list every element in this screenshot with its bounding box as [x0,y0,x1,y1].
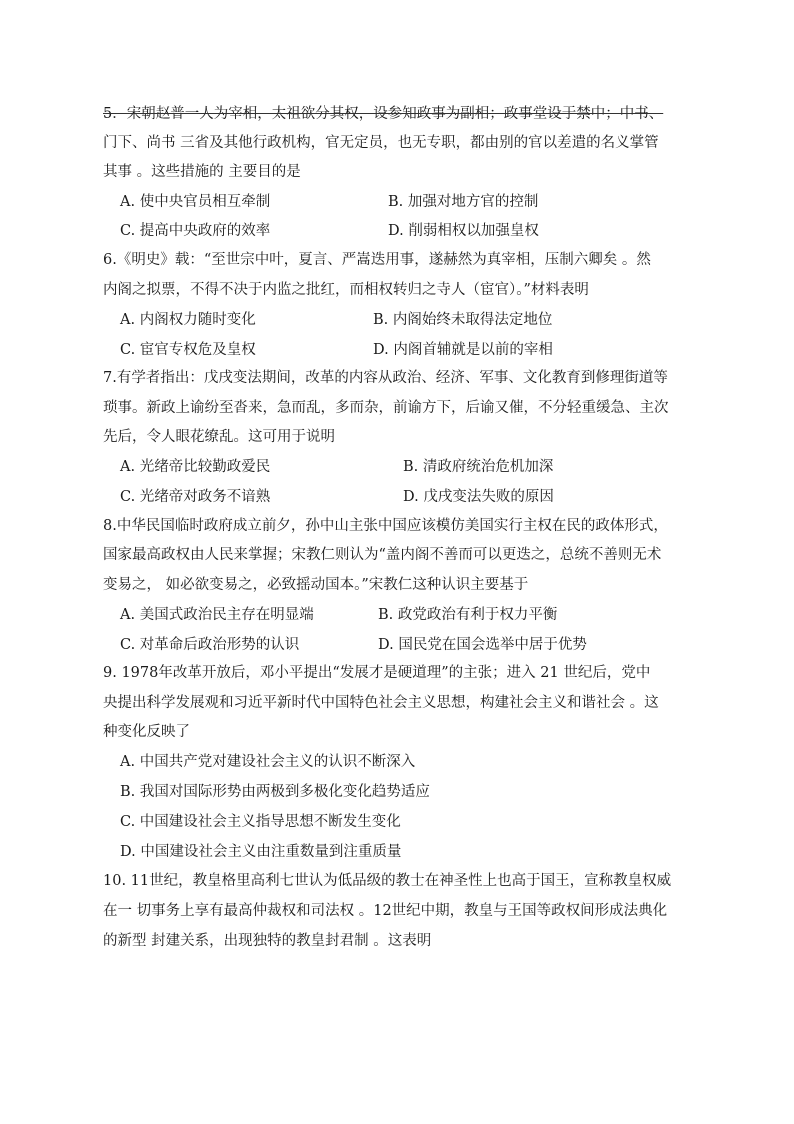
question-8-line-3: 变易之， 如必欲变易之，必致摇动国本。”宋教仁这种认识主要基于 [103,577,529,593]
question-5-line-2: 门下、尚书 三省及其他行政机构，官无定员，也无专职，都由别的官以差遣的名义掌管 [103,135,659,151]
question-9-line-3: 种变化反映了 [103,724,190,740]
question-9-option-d[interactable]: D. 中国建设社会主义由注重数量到注重质量 [120,844,402,860]
question-9-line-2: 央提出科学发展观和习近平新时代中国特色社会主义思想，构建社会主义和谐社会 。这 [103,695,659,711]
question-6-option-a[interactable]: A. 内阁权力随时变化 [120,312,256,328]
question-5-option-c[interactable]: C. 提高中央政府的效率 [120,223,271,239]
question-7-line-2: 琐事。新政上谕纷至沓来，急而乱，多而杂，前谕方下，后谕又催，不分轻重缓急、主次 [103,400,669,416]
question-6-option-c[interactable]: C. 宦官专权危及皇权 [120,342,256,358]
question-7-line-3: 先后，令人眼花缭乱。这可用于说明 [103,429,335,445]
question-8-option-b[interactable]: B. 政党政治有利于权力平衡 [378,607,558,623]
question-9-option-a[interactable]: A. 中国共产党对建设社会主义的认识不断深入 [120,754,416,770]
question-5-line-3: 其事 。这些措施的 主要目的是 [103,164,301,180]
question-8-line-2: 国家最高政权由人民来掌握；宋教仁则认为“盖内阁不善而可以更迭之，总统不善则无术 [103,547,662,563]
question-5-option-b[interactable]: B. 加强对地方官的控制 [388,194,539,210]
question-9-option-b[interactable]: B. 我国对国际形势由两极到多极化变化趋势适应 [120,784,430,800]
question-5-line-1: 5．宋朝赵普一人为宰相，太祖欲分其权，设参知政事为副相；政事堂设于禁中；中书、 [103,106,664,122]
question-8-line-1: 8.中华民国临时政府成立前夕，孙中山主张中国应该模仿美国实行主权在民的政体形式， [103,518,668,534]
question-7-option-a[interactable]: A. 光绪帝比较勤政爱民 [120,459,271,475]
question-9-line-1: 9. 1978年改革开放后，邓小平提出“发展才是硬道理”的主张；进入 21 世纪后，党中 [103,665,651,681]
question-5-option-a[interactable]: A. 使中央官员相互牵制 [120,194,271,210]
question-6-option-b[interactable]: B. 内阁始终未取得法定地位 [373,312,553,328]
question-8-option-d[interactable]: D. 国民党在国会选举中居于优势 [378,637,587,653]
question-7-line-1: 7.有学者指出：戊戌变法期间，改革的内容从政治、经济、军事、文化教育到修理街道等 [103,370,668,386]
question-8-option-c[interactable]: C. 对革命后政治形势的认识 [120,637,300,653]
question-7-option-b[interactable]: B. 清政府统治危机加深 [403,459,554,475]
question-10-line-2: 在一 切事务上享有最高仲裁权和司法权 。12世纪中期，教皇与王国等政权间形成法典化 [103,903,668,919]
question-6-option-d[interactable]: D. 内阁首辅就是以前的宰相 [373,342,553,358]
question-7-option-d[interactable]: D. 戊戌变法失败的原因 [403,489,554,505]
question-10-line-3: 的新型 封建关系，出现独特的教皇封君制 。这表明 [103,933,432,949]
question-10-line-1: 10. 11世纪，教皇格里高利七世认为低品级的教士在神圣性上也高于国王，宣称教皇权威 [103,873,672,889]
question-7-option-c[interactable]: C. 光绪帝对政务不谙熟 [120,489,271,505]
question-8-option-a[interactable]: A. 美国式政治民主存在明显端 [120,607,314,623]
question-6-line-2: 内阁之拟票，不得不决于内监之批红，而相权转归之寺人（宦官）。”材料表明 [103,282,589,298]
question-5-option-d[interactable]: D. 削弱相权以加强皇权 [388,223,539,239]
question-9-option-c[interactable]: C. 中国建设社会主义指导思想不断发生变化 [120,814,401,830]
question-6-line-1: 6.《明史》载：“至世宗中叶，夏言、严嵩迭用事，遂赫然为真宰相，压制六卿矣 。然 [103,252,651,268]
